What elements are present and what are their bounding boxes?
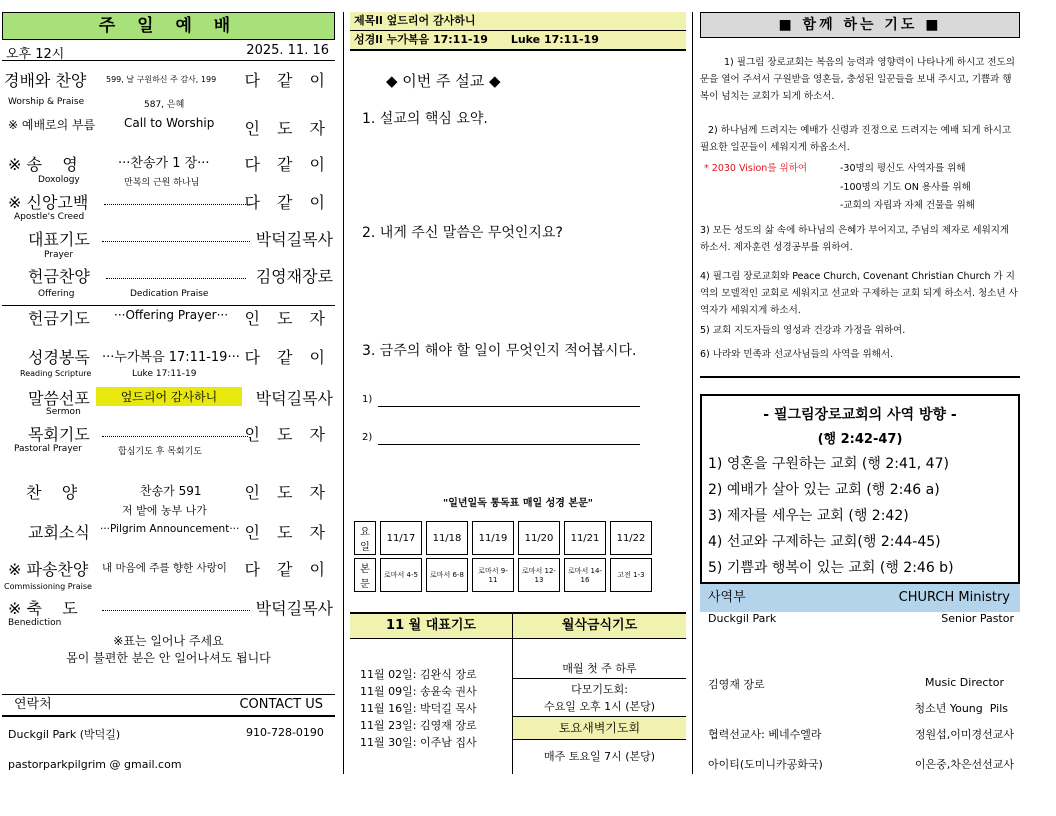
order-label: ※ 신앙고백 bbox=[8, 193, 89, 212]
order-label: 말씀선포 bbox=[28, 389, 90, 408]
order-leader: 박덕길목사 bbox=[255, 599, 333, 618]
sermon-heading: ◆ 이번 주 설교 ◆ bbox=[386, 72, 501, 90]
service-title: 주 일 예 배 bbox=[2, 12, 335, 40]
order-leader: 다 같 이 bbox=[244, 155, 331, 174]
contact-label-en: CONTACT US bbox=[239, 697, 323, 712]
prayer-title: ■ 함께 하는 기도 ■ bbox=[700, 12, 1020, 38]
mission-title: - 필그림장로교회의 사역 방향 - bbox=[763, 407, 957, 423]
task-line-2[interactable] bbox=[378, 444, 640, 445]
reading-text-header: 본문 bbox=[354, 558, 376, 592]
order-leader: 인 도 자 bbox=[244, 309, 331, 328]
monthly-prayer-title: 11 월 대표기도 bbox=[350, 614, 513, 639]
order-sub-label: Reading Scripture bbox=[20, 369, 92, 378]
order-sub-label: Commissioning Praise bbox=[4, 582, 92, 591]
vision-goal-1: -30명의 평신도 사역자를 위해 bbox=[840, 163, 966, 174]
order-label: 대표기도 bbox=[28, 230, 90, 249]
prayer-entry: 11월 02일: 김완식 장로 bbox=[360, 668, 477, 681]
prayer-entry: 11월 23일: 김영재 장로 bbox=[360, 719, 477, 732]
mission-reference: (행 2:42-47) bbox=[817, 432, 903, 447]
reading-text: 로마서 6-8 bbox=[426, 558, 468, 592]
prayer-item-2: 2) 하나님께 드려지는 예배가 신령과 진정으로 드려지는 예배 되게 하시고 필요한 일꾼들이 세워지게 하옵소서. bbox=[700, 125, 1012, 153]
reading-text: 로마서 14-16 bbox=[564, 558, 606, 592]
order-label: 헌금기도 bbox=[28, 309, 90, 328]
order-note: ···Offering Prayer··· bbox=[114, 308, 229, 322]
contact-header bbox=[2, 694, 335, 717]
order-sub-label: Benediction bbox=[8, 618, 62, 628]
prayer-item-1: 1) 필그림 장로교회는 복음의 능력과 영향력이 나타나게 하시고 전도의 문을 열어 주셔서 구원받을 영혼들, 충성된 일꾼들을 보내 주시고, 기쁨과 행복이 넘치는 교회가 되게 하소서. bbox=[700, 57, 1015, 102]
contact-email[interactable]: pastorparkpilgrim @ gmail.com bbox=[8, 758, 182, 771]
order-leader: 다 같 이 bbox=[244, 560, 331, 579]
reading-text: 로마서 4-5 bbox=[380, 558, 422, 592]
staff-role: Music Director bbox=[925, 676, 1004, 689]
staff-name: 김영재 장로 bbox=[708, 678, 765, 691]
order-label: 성경봉독 bbox=[28, 348, 90, 367]
order-sub-label: Apostle's Creed bbox=[14, 212, 85, 222]
task-line-1[interactable] bbox=[378, 406, 640, 407]
order-sub bbox=[2, 289, 335, 306]
prayer-entry: 11월 16일: 박덕길 목사 bbox=[360, 702, 477, 715]
mission-box bbox=[700, 394, 1020, 584]
order-label: 찬 양 bbox=[26, 483, 78, 502]
order-label: ※ 파송찬양 bbox=[8, 560, 89, 579]
column-divider bbox=[692, 12, 693, 774]
prayer-item-3: 3) 모든 성도의 삶 속에 하나님의 은혜가 부어지고, 주님의 제자로 세워지게 하소서. 제자훈련 성경공부를 위하여. bbox=[700, 225, 1010, 253]
mission-item: 2) 예배가 살아 있는 교회 (행 2:46 a) bbox=[708, 482, 940, 498]
order-label: 헌금찬양 bbox=[28, 267, 90, 286]
wednesday-prayer-title: 다모기도회: bbox=[513, 678, 686, 697]
order-sub-label: Sermon bbox=[46, 407, 81, 417]
order-note: 내 마음에 주를 향한 사랑이 bbox=[102, 562, 227, 574]
order-note: 599, 날 구원하신 주 감사, 199 bbox=[106, 75, 217, 84]
mission-item: 5) 기쁨과 행복이 있는 교회 (행 2:46 b) bbox=[708, 560, 954, 576]
reading-date: 11/20 bbox=[518, 521, 560, 555]
reading-plan-table bbox=[350, 518, 656, 595]
column-divider bbox=[343, 12, 344, 774]
contact-name: Duckgil Park (박덕길) bbox=[8, 728, 121, 741]
wednesday-prayer-text: 수요일 오후 1시 (본당) bbox=[543, 700, 656, 713]
order-note: ···찬송가 1 장··· bbox=[118, 156, 210, 171]
reading-plan-title: "일년일독 통독표 매일 성경 본문" bbox=[443, 498, 593, 509]
fasting-prayer-title: 월삭금식기도 bbox=[513, 614, 686, 639]
sermon-title-highlight: 엎드리어 감사하니 bbox=[96, 387, 242, 406]
order-leader: 김영재장로 bbox=[255, 267, 333, 286]
order-label: ※ 축 도 bbox=[8, 599, 78, 618]
prayer-item-6: 6) 나라와 민족과 선교사님들의 사역을 위해서. bbox=[700, 349, 894, 360]
vision-goal-2: -100명의 기도 ON 용사를 위해 bbox=[840, 182, 971, 193]
staff-name: 협력선교사: 베네수엘라 bbox=[708, 728, 822, 741]
question-3: 3. 금주의 해야 할 일이 무엇인지 적어봅시다. bbox=[362, 343, 637, 359]
order-sub-label: Offering bbox=[38, 289, 75, 299]
service-date: 2025. 11. 16 bbox=[246, 43, 329, 58]
order-leader: 인 도 자 bbox=[244, 483, 331, 502]
order-item bbox=[2, 68, 335, 90]
order-leader: 다 같 이 bbox=[244, 348, 331, 367]
task-line-label-1: 1) bbox=[362, 394, 373, 405]
staff-role: Senior Pastor bbox=[941, 612, 1014, 625]
mission-item: 3) 제자를 세우는 교회 (행 2:42) bbox=[708, 508, 909, 524]
order-leader: 박덕길목사 bbox=[255, 389, 333, 408]
order-sub-label: Doxology bbox=[38, 175, 80, 185]
fasting-prayer-text: 매월 첫 주 하루 bbox=[562, 662, 637, 675]
prayer-list bbox=[360, 666, 477, 751]
service-time: 오후 12시 bbox=[6, 47, 65, 62]
reading-date: 11/22 bbox=[610, 521, 652, 555]
reading-text: 로마서 9-11 bbox=[472, 558, 514, 592]
prayer-entry: 11월 09일: 송윤숙 권사 bbox=[360, 685, 477, 698]
staff-role: 정원섭,이미경선교사 bbox=[914, 728, 1014, 741]
section-divider bbox=[700, 376, 1020, 378]
question-2: 2. 내게 주신 말씀은 무엇인지요? bbox=[362, 225, 563, 241]
order-leader: 다 같 이 bbox=[244, 193, 331, 212]
staff-name: Duckgil Park bbox=[708, 612, 777, 625]
order-label: ※ 송 영 bbox=[8, 155, 78, 174]
scripture-line: 성경ll 누가복음 17:11-19 Luke 17:11-19 bbox=[350, 31, 686, 51]
order-note: Call to Worship bbox=[124, 116, 215, 130]
order-note: 찬송가 591 bbox=[140, 484, 202, 498]
service-datetime bbox=[2, 42, 335, 61]
reading-date: 11/17 bbox=[380, 521, 422, 555]
prayer-and-ministry-column bbox=[700, 12, 1020, 782]
sermon-notes-column bbox=[350, 12, 686, 782]
vision-goal-3: -교회의 자립과 자체 건물을 위해 bbox=[840, 200, 975, 211]
order-leader: 인 도 자 bbox=[244, 119, 331, 138]
ministry-header bbox=[700, 584, 1020, 612]
order-leader: 인 도 자 bbox=[244, 425, 331, 444]
reading-date: 11/21 bbox=[564, 521, 606, 555]
reading-day-header: 요일 bbox=[354, 521, 376, 555]
order-sub-note: 저 밭에 농부 나가 bbox=[122, 504, 207, 517]
order-leader: 박덕길목사 bbox=[255, 230, 333, 249]
prayer-item-4: 4) 필그림 장로교회와 Peace Church, Covenant Christian Church 가 지역의 모델적인 교회로 세워지고 선교와 구제하는 교회 되게 하소서. 청소년 사역자가 세워지게 하소서. bbox=[700, 271, 1018, 316]
vision-label: * 2030 Vision를 위하여 bbox=[704, 163, 808, 174]
order-label: 목회기도 bbox=[28, 425, 90, 444]
stand-notice-note: 몸이 불편한 분은 안 일어나셔도 됩니다 bbox=[66, 651, 271, 665]
reading-date: 11/19 bbox=[472, 521, 514, 555]
staff-name: 아이티(도미니카공화국) bbox=[708, 758, 823, 771]
order-sub-label: Worship & Praise bbox=[8, 97, 85, 107]
mission-item: 1) 영혼을 구원하는 교회 (행 2:41, 47) bbox=[708, 456, 949, 472]
saturday-prayer-title: 토요새벽기도회 bbox=[513, 716, 686, 740]
order-sub-note: 합심기도 후 목회기도 bbox=[118, 447, 202, 457]
prayer-schedule-box bbox=[350, 612, 686, 774]
ministry-label-en: CHURCH Ministry bbox=[898, 590, 1010, 605]
reading-text: 고전 1-3 bbox=[610, 558, 652, 592]
prayer-entry: 11월 30일: 이주남 집사 bbox=[360, 736, 477, 749]
ministry-label-ko: 사역부 bbox=[708, 590, 746, 605]
staff-role: 이은중,차은선선교사 bbox=[914, 758, 1014, 771]
order-label: 경배와 찬양 bbox=[4, 71, 87, 90]
contact-label-ko: 연락처 bbox=[14, 697, 52, 712]
order-note: ···누가복음 17:11-19··· bbox=[102, 350, 240, 365]
order-sub-note: Luke 17:11-19 bbox=[132, 369, 197, 379]
order-label: ※ 예배로의 부름 bbox=[8, 118, 96, 132]
task-line-label-2: 2) bbox=[362, 432, 373, 443]
order-sub-note: 587, 은혜 bbox=[144, 100, 185, 110]
reading-text: 로마서 12-13 bbox=[518, 558, 560, 592]
order-label: 교회소식 bbox=[28, 523, 90, 542]
staff-role: 청소년 Young Pils bbox=[914, 702, 1008, 715]
saturday-prayer-text: 매주 토요일 7시 (본당) bbox=[543, 750, 656, 763]
sermon-title-line: 제목ll 엎드리어 감사하니 bbox=[350, 12, 686, 31]
stand-notice: ※표는 일어나 주세요 bbox=[113, 634, 224, 648]
order-leader: 인 도 자 bbox=[244, 523, 331, 542]
order-note: ···Pilgrim Announcement··· bbox=[100, 523, 240, 535]
order-sub-note: Dedication Praise bbox=[130, 289, 209, 299]
order-leader: 다 같 이 bbox=[244, 71, 331, 90]
mission-item: 4) 선교와 구제하는 교회(행 2:44-45) bbox=[708, 534, 941, 550]
order-sub-label: Pastoral Prayer bbox=[14, 444, 82, 454]
contact-phone[interactable]: 910-728-0190 bbox=[246, 726, 324, 739]
worship-order-column bbox=[2, 12, 335, 782]
reading-date: 11/18 bbox=[426, 521, 468, 555]
order-sub-note: 만복의 근원 하나님 bbox=[124, 178, 200, 188]
prayer-item-5: 5) 교회 지도자들의 영성과 건강과 가정을 위하여. bbox=[700, 325, 906, 336]
order-sub-label: Prayer bbox=[44, 250, 74, 260]
question-1: 1. 설교의 핵심 요약. bbox=[362, 111, 488, 127]
